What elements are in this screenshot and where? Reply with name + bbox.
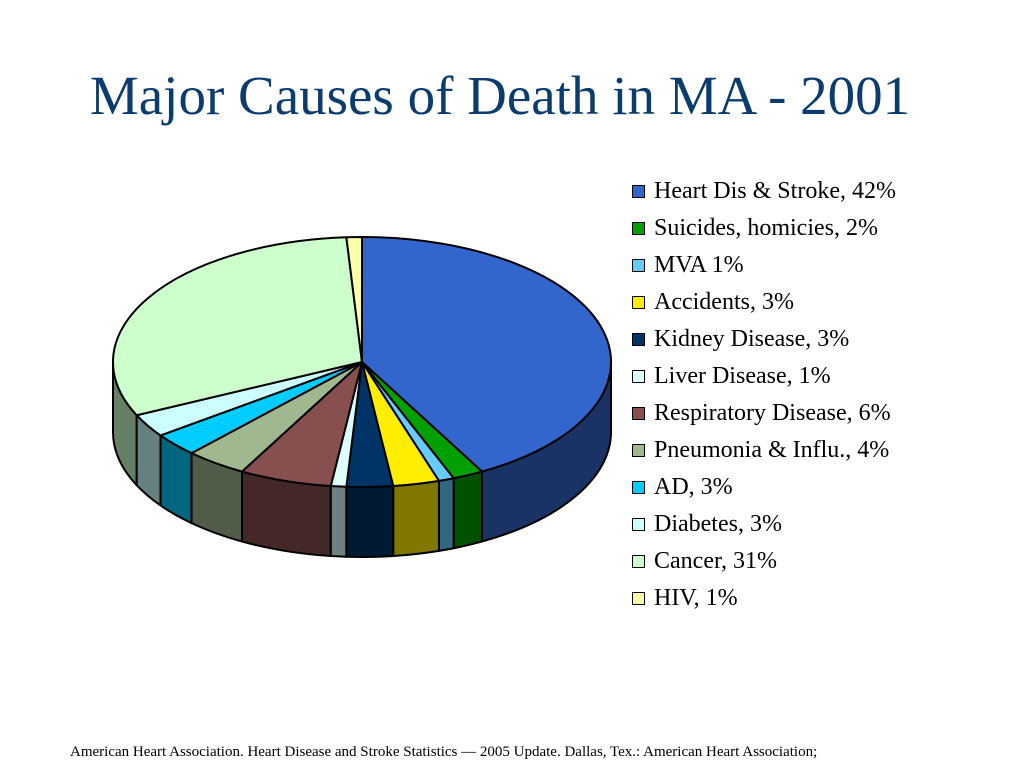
legend-item — [632, 432, 896, 469]
legend-item — [632, 543, 896, 580]
legend-label: Liver Disease, 1% — [654, 363, 831, 389]
pie-chart — [100, 225, 620, 565]
legend-swatch — [632, 222, 645, 235]
legend-item — [632, 358, 896, 395]
legend-item — [632, 210, 896, 247]
legend-swatch — [632, 481, 645, 494]
legend-label: Pneumonia & Influ., 4% — [654, 437, 890, 463]
pie-top-faces — [113, 237, 611, 487]
legend-label: Respiratory Disease, 6% — [654, 400, 891, 426]
legend-label: Suicides, homicies, 2% — [654, 215, 878, 241]
pie-slice-side-1 — [454, 472, 482, 549]
legend-label: Heart Dis & Stroke, 42% — [654, 178, 896, 204]
legend-label: Diabetes, 3% — [654, 511, 782, 537]
legend-swatch — [632, 185, 645, 198]
legend-label: MVA 1% — [654, 252, 744, 278]
legend-label: Kidney Disease, 3% — [654, 326, 850, 352]
pie-slice-side-4 — [346, 486, 393, 557]
legend-label: AD, 3% — [654, 474, 733, 500]
source-citation: American Heart Association. Heart Disease and Stroke Statistics — 2005 Update. Dallas, Tex.: American Heart Association; — [70, 744, 818, 760]
legend-label: Accidents, 3% — [654, 289, 794, 315]
legend-swatch — [632, 370, 645, 383]
legend-item — [632, 173, 896, 210]
legend-item — [632, 506, 896, 543]
legend-swatch — [632, 259, 645, 272]
legend-item — [632, 247, 896, 284]
legend-item — [632, 321, 896, 358]
legend-swatch — [632, 296, 645, 309]
pie-slice-side-2 — [439, 478, 454, 551]
legend-item — [632, 395, 896, 432]
legend-swatch — [632, 518, 645, 531]
legend-label: Cancer, 31% — [654, 548, 777, 574]
pie-slice-side-5 — [331, 486, 347, 557]
legend-label: HIV, 1% — [654, 585, 738, 611]
legend-swatch — [632, 444, 645, 457]
chart-legend — [632, 173, 896, 617]
legend-swatch — [632, 407, 645, 420]
legend-swatch — [632, 555, 645, 568]
pie-slice-side-3 — [393, 481, 439, 556]
chart-title: Major Causes of Death in MA - 2001 — [89, 65, 911, 126]
legend-swatch — [632, 592, 645, 605]
legend-item — [632, 469, 896, 506]
legend-item — [632, 284, 896, 321]
legend-item — [632, 580, 896, 617]
legend-swatch — [632, 333, 645, 346]
